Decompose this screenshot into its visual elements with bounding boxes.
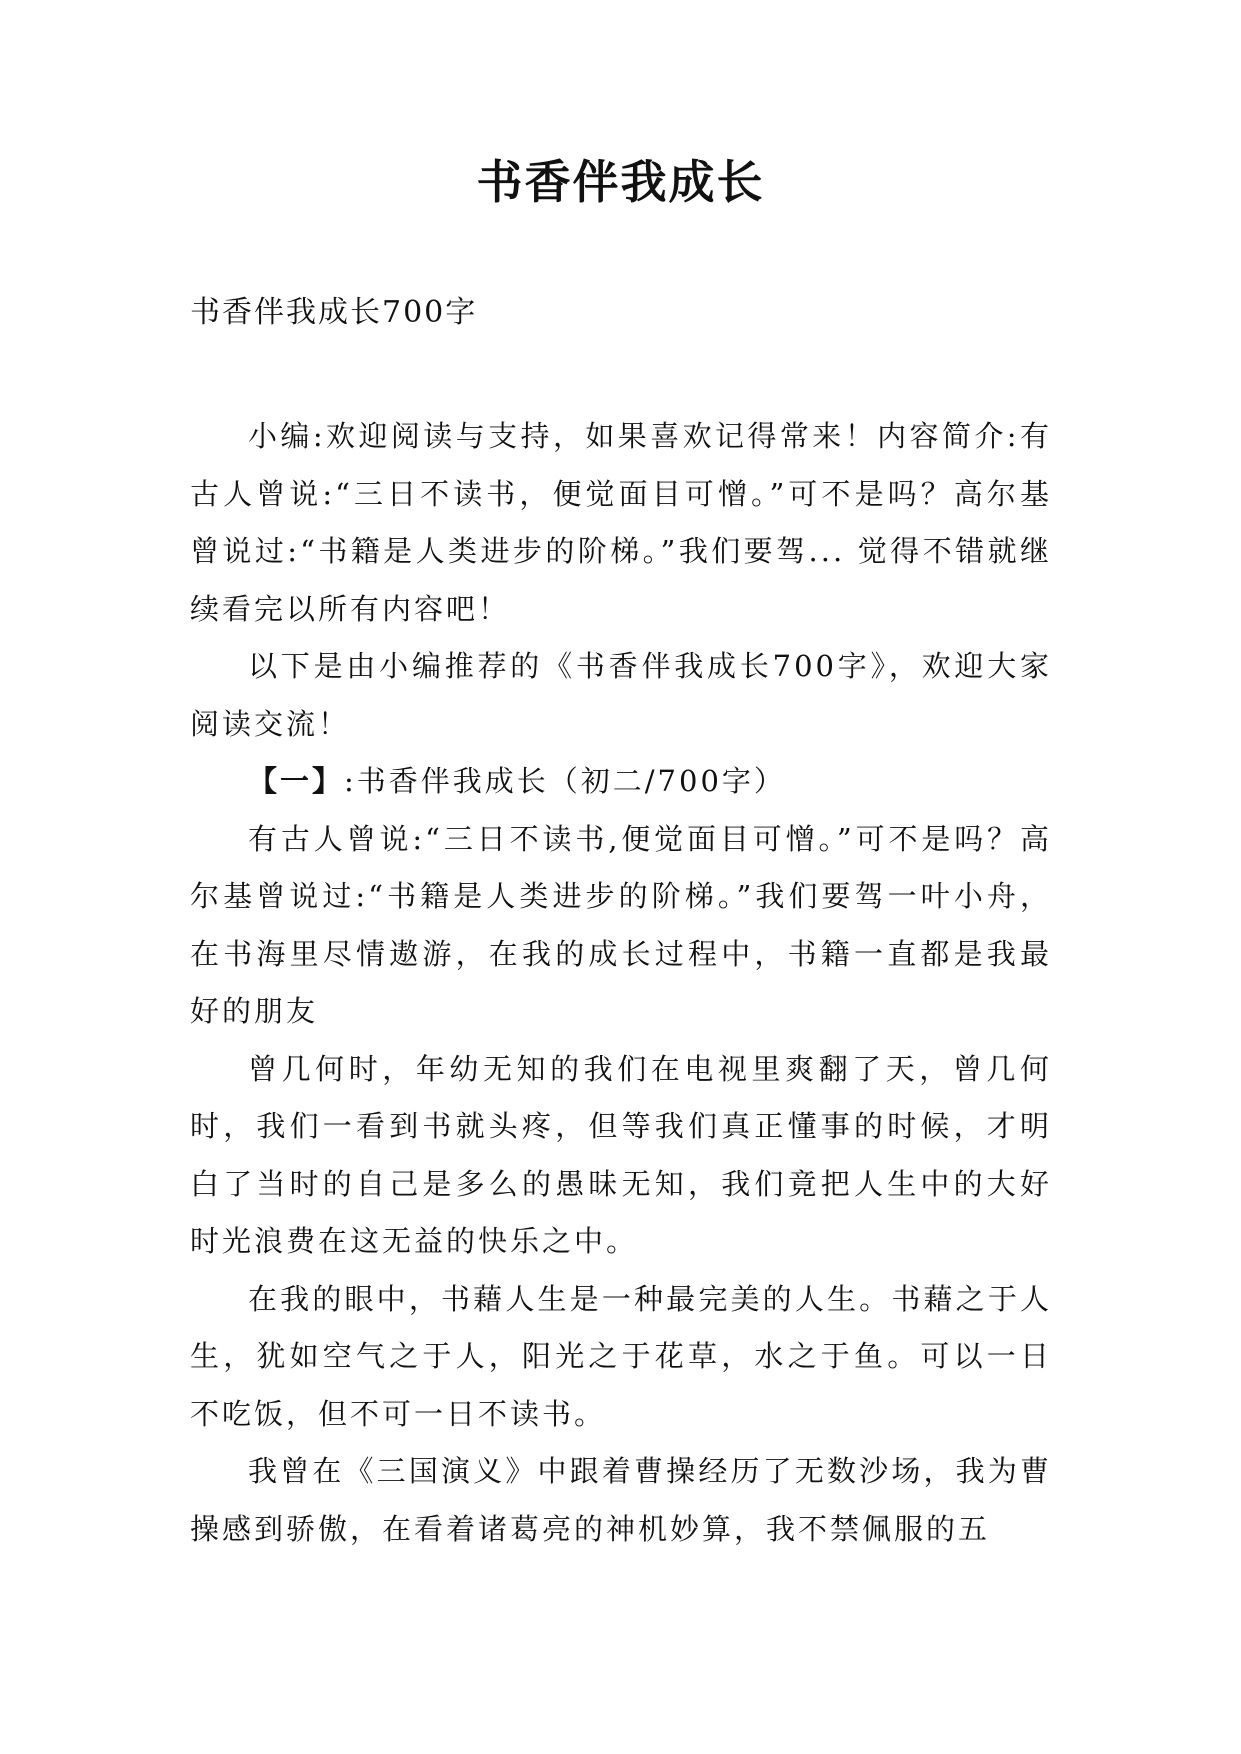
body-paragraph: 曾几何时，年幼无知的我们在电视里爽翻了天，曾几何时，我们一看到书就头疼，但等我们真正懂事的时候，才明白了当时的自己是多么的愚昧无知，我们竟把人生中的大好时光浪费在这无益的快乐之中。 [190,1051,1052,1258]
document-title: 书香伴我成长 [476,155,765,209]
section-heading-text: :书香伴我成长（初二/700字） [344,764,786,798]
body-paragraph: 在我的眼中，书藉人生是一种最完美的人生。书藉之于人生，犹如空气之于人，阳光之于花草，水之于鱼。可以一日不吃饭，但不可一日不读书。 [190,1281,1052,1431]
intro-paragraph: 以下是由小编推荐的《书香伴我成长700字》，欢迎大家阅读交流！ [190,649,1052,741]
section-heading-marker: 【一】 [248,764,345,798]
document-subtitle: 书香伴我成长700字 [190,295,478,330]
intro-paragraph: 小编:欢迎阅读与支持，如果喜欢记得常来！内容简介:有古人曾说:“三日不读书，便觉面目可憎。”可不是吗？高尔基曾说过:“书籍是人类进步的阶梯。”我们要驾... 觉得不错就继续看完以所有内容吧！ [190,419,1052,626]
body-paragraph: 有古人曾说:“三日不读书,便觉面目可憎。”可不是吗？高尔基曾说过:“书籍是人类进步的阶梯。”我们要驾一叶小舟，在书海里尽情遨游，在我的成长过程中，书籍一直都是我最好的朋友 [190,821,1052,1028]
document-body [190,408,1052,1558]
body-paragraph: 我曾在《三国演义》中跟着曹操经历了无数沙场，我为曹操感到骄傲，在看着诸葛亮的神机妙算，我不禁佩服的五 [190,1454,1052,1546]
section-heading [190,753,1052,811]
